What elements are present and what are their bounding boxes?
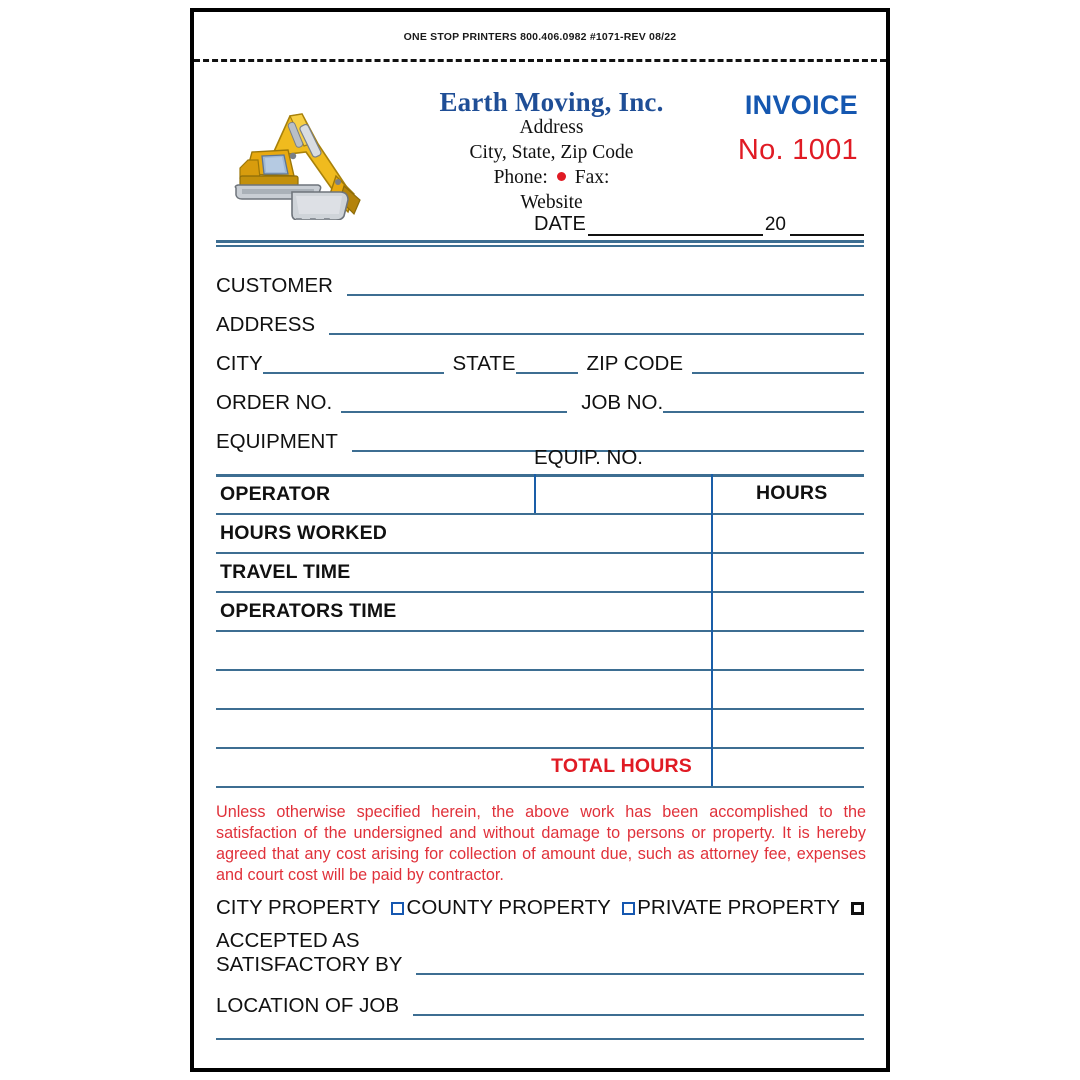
table-line-bottom (216, 786, 864, 788)
location-of-job-label: LOCATION OF JOB (216, 993, 399, 1017)
job-no-label: JOB NO. (581, 390, 664, 414)
satisfactory-by-row (216, 949, 864, 975)
satisfactory-by-input-line[interactable] (416, 958, 864, 975)
table-header-hours: HOURS (756, 482, 828, 504)
zip-code-input-line[interactable] (692, 357, 864, 374)
form-inner (194, 12, 886, 1068)
table-row-travel-time[interactable]: TRAVEL TIME (220, 561, 351, 583)
location-of-job-input-line[interactable] (413, 999, 864, 1016)
table-vline-hours (711, 474, 713, 786)
job-no-input-line[interactable] (663, 396, 864, 413)
table-row-operators-time[interactable]: OPERATORS TIME (220, 600, 397, 622)
date-label: DATE (534, 213, 586, 235)
bottom-blank-line[interactable] (216, 1038, 864, 1040)
state-input-line[interactable] (516, 357, 578, 374)
printer-credit-line: ONE STOP PRINTERS 800.406.0982 #1071-REV 08/22 (403, 31, 677, 43)
customer-input-line[interactable] (347, 279, 864, 296)
invoice-title: INVOICE (744, 90, 858, 120)
customer-field-row (216, 270, 864, 296)
excavator-logo-icon (232, 90, 380, 220)
table-line-3 (216, 591, 864, 593)
phone-label: Phone: (493, 167, 548, 189)
satisfactory-by-label: SATISFACTORY BY (216, 952, 403, 976)
city-property-checkbox[interactable] (391, 902, 404, 915)
private-property-checkbox[interactable] (851, 902, 864, 915)
header-divider (216, 240, 864, 247)
city-property-option[interactable] (216, 896, 404, 920)
red-dot-separator-icon (557, 172, 566, 181)
table-line-6 (216, 708, 864, 710)
disclaimer-text: Unless otherwise specified herein, the above work has been accomplished to the satisfaction of the undersigned and without damage to persons or property. It is hereby agreed that any cost arising for collection of amount due, such as attorney fee, expenses and court cost will be paid by contractor. (216, 803, 866, 884)
invoice-form-frame (190, 8, 890, 1072)
company-phone-fax (404, 166, 699, 191)
city-state-zip-row (216, 348, 864, 374)
address-input-line[interactable] (329, 318, 864, 335)
company-city-state-zip: City, State, Zip Code (469, 142, 634, 164)
city-label: CITY (216, 351, 263, 375)
company-address: Address (519, 117, 584, 139)
invoice-number: No. 1001 (737, 134, 858, 166)
state-label: STATE (452, 351, 516, 375)
table-line-1 (216, 513, 864, 515)
order-no-input-line[interactable] (341, 396, 567, 413)
county-property-option[interactable] (407, 896, 635, 920)
city-input-line[interactable] (263, 357, 444, 374)
table-header-operator: OPERATOR (220, 483, 331, 505)
date-year-input-line[interactable] (790, 218, 864, 236)
location-of-job-row (216, 990, 864, 1016)
table-line-7 (216, 747, 864, 749)
date-century-label: 20 (764, 214, 786, 235)
table-line-top (216, 474, 864, 477)
table-row-hours-worked[interactable]: HOURS WORKED (220, 522, 388, 544)
private-property-option[interactable] (637, 896, 864, 920)
county-property-checkbox[interactable] (622, 902, 635, 915)
operator-hours-table (216, 474, 864, 782)
accepted-as-label: ACCEPTED AS (216, 929, 360, 952)
order-job-row (216, 387, 864, 413)
company-name: Earth Moving, Inc. (439, 87, 664, 117)
zip-code-label: ZIP CODE (586, 351, 683, 375)
table-vline-operator-split (534, 474, 536, 513)
table-line-5 (216, 669, 864, 671)
company-website: Website (520, 192, 583, 214)
county-property-label: COUNTY PROPERTY (406, 896, 611, 919)
table-line-4 (216, 630, 864, 632)
private-property-label: PRIVATE PROPERTY (637, 896, 840, 919)
company-info-block (404, 88, 699, 216)
date-input-line[interactable] (588, 218, 763, 236)
fax-label: Fax: (574, 167, 610, 189)
perforation-line (194, 59, 886, 62)
date-field-row (534, 210, 864, 236)
equip-no-label: EQUIP. NO. (534, 446, 643, 469)
address-label: ADDRESS (216, 312, 316, 336)
customer-label: CUSTOMER (216, 273, 333, 297)
equipment-label: EQUIPMENT (216, 429, 338, 453)
property-type-row (216, 896, 864, 920)
order-no-label: ORDER NO. (216, 390, 333, 414)
table-line-2 (216, 552, 864, 554)
city-property-label: CITY PROPERTY (216, 896, 381, 919)
address-field-row (216, 309, 864, 335)
total-hours-label: TOTAL HOURS (551, 755, 692, 777)
